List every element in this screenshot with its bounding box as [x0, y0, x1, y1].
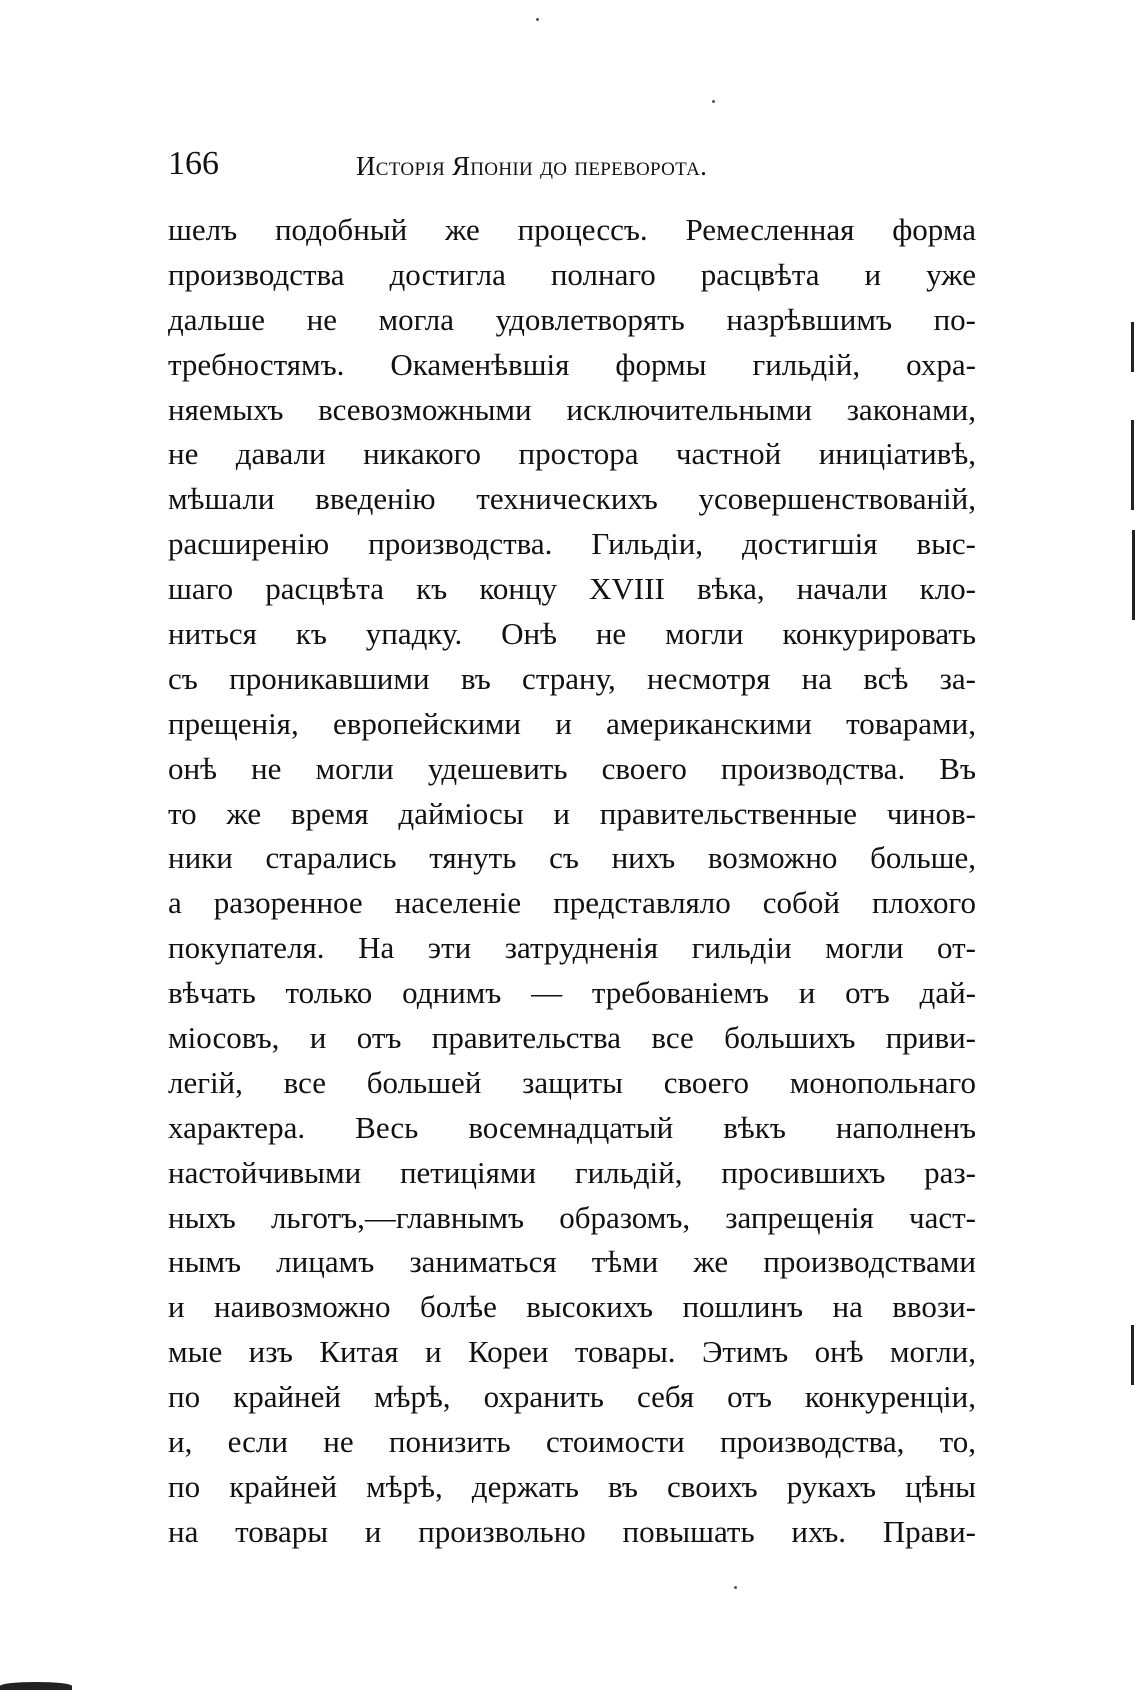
scan-edge-mark — [1131, 322, 1134, 372]
page-header — [168, 140, 968, 188]
text-line: шелъ подобный же процессъ. Ремесленная форма — [168, 212, 976, 247]
text-line: расширенію производства. Гильдіи, достигшія выс- — [168, 526, 976, 562]
text-line: производства достигла полнаго расцвѣта и уже — [168, 256, 976, 292]
text-line: нымъ лицамъ заниматься тѣми же производствами — [168, 1244, 976, 1280]
text-line: ниться къ упадку. Онѣ не могли конкурировать — [168, 616, 976, 652]
text-line: ныхъ льготъ,—главнымъ образомъ, запрещенія част- — [168, 1199, 976, 1235]
text-line: дальше не могла удовлетворять назрѣвшимъ по- — [168, 301, 976, 337]
body-text — [168, 208, 976, 1555]
text-line: легій, все большей защиты своего монопольнаго — [168, 1064, 976, 1100]
text-line: вѣчать только однимъ — требованіемъ и отъ дай- — [168, 975, 976, 1011]
text-line: ники старались тянуть съ нихъ возможно больше, — [168, 840, 976, 876]
text-line: шаго расцвѣта къ концу XVIII вѣка, начали кло- — [168, 571, 976, 607]
text-line: и наивозможно болѣе высокихъ пошлинъ на ввози- — [168, 1289, 976, 1325]
text-line: съ проникавшими въ страну, несмотря на всѣ за- — [168, 660, 976, 696]
text-line: покупателя. На эти затрудненія гильдіи могли от- — [168, 930, 976, 966]
page-number: 166 — [168, 145, 219, 182]
text-line: мѣшали введенію техническихъ усовершенствованій, — [168, 481, 976, 517]
text-line: и, если не понизить стоимости производства, то, — [168, 1424, 976, 1460]
text-line: прещенія, европейскими и американскими товарами, — [168, 705, 976, 741]
scan-speck — [734, 1586, 737, 1589]
scan-corner-mark — [0, 1682, 72, 1690]
text-line: требностямъ. Окаменѣвшія формы гильдій, охра- — [168, 346, 976, 382]
running-title: Исторія Японіи до переворота. — [356, 151, 708, 181]
text-line: по крайней мѣрѣ, охранить себя отъ конкуренціи, — [168, 1379, 976, 1415]
text-line: а разоренное населеніе представляло собой плохого — [168, 885, 976, 921]
text-line: мые изъ Китая и Кореи товары. Этимъ онѣ могли, — [168, 1334, 976, 1370]
scan-speck — [712, 100, 715, 103]
scan-edge-mark — [1132, 530, 1135, 620]
text-line: характера. Весь восемнадцатый вѣкъ наполненъ — [168, 1109, 976, 1145]
text-line: не давали никакого простора частной иниціативѣ, — [168, 436, 976, 472]
text-line: на товары и произвольно повышать ихъ. Прави- — [168, 1513, 976, 1549]
text-line: няемыхъ всевозможными исключительными законами, — [168, 391, 976, 427]
text-line: то же время даймiосы и правительственные чинов- — [168, 795, 976, 831]
text-line: міосовъ, и отъ правительства все большихъ приви- — [168, 1020, 976, 1056]
text-line: настойчивыми петиціями гильдій, просившихъ раз- — [168, 1154, 976, 1190]
scan-edge-mark — [1131, 420, 1134, 510]
scan-edge-mark — [1131, 1325, 1134, 1385]
text-line: онѣ не могли удешевить своего производства. Въ — [168, 750, 976, 786]
text-line: по крайней мѣрѣ, держать въ своихъ рукахъ цѣны — [168, 1468, 976, 1504]
scan-speck — [536, 18, 539, 21]
